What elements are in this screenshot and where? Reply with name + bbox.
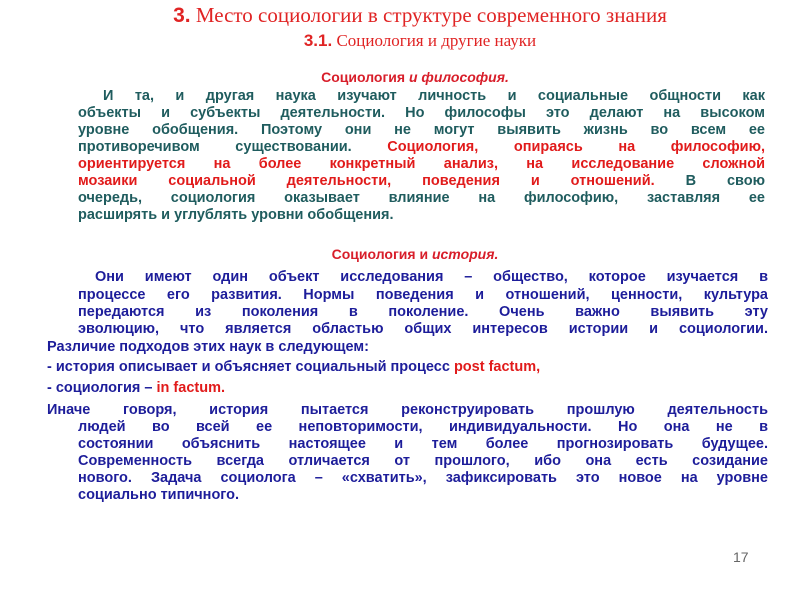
section2-text-line xyxy=(78,287,768,304)
text-segment: мозаики социальной деятельности, поведения и отношений. xyxy=(78,173,686,189)
text-segment: in factum. xyxy=(156,380,225,396)
text-segment: противоречивом существовании. xyxy=(78,139,388,155)
text-segment: состоянии объяснить настоящее и тем более прогнозировать будущее. xyxy=(78,436,768,452)
text-segment: Социология, опираясь на философию, xyxy=(387,139,765,155)
section1-text-line xyxy=(103,88,765,105)
title-text: Место социологии в структуре современного знания xyxy=(195,3,667,27)
section2-text-line xyxy=(47,380,225,397)
text-segment: социально типичного. xyxy=(78,487,240,503)
section-heading-history xyxy=(0,246,800,262)
text-segment: людей во всей ее неповторимости, индивидуальности. Но она не в xyxy=(78,419,768,435)
section2-text-line xyxy=(78,470,768,487)
heading-part: Социология xyxy=(321,69,409,85)
text-segment: ориентируется на более конкретный анализ, на исследование сложной xyxy=(78,156,765,172)
text-segment: post factum, xyxy=(453,359,541,375)
text-segment: эволюцию, что является областью общих интересов истории и социологии. xyxy=(78,321,768,337)
text-segment: уровне обобщения. Поэтому они не могут выявить жизнь во всем ее xyxy=(78,122,765,138)
text-segment: процессе его развития. Нормы поведения и отношений, ценности, культура xyxy=(78,287,768,303)
text-segment: расширять и углублять уровни обобщения. xyxy=(78,207,394,223)
section2-text-line xyxy=(78,453,768,470)
text-segment: Различие подходов этих наук в следующем: xyxy=(47,339,369,355)
slide-title xyxy=(0,3,800,28)
section1-text-line xyxy=(78,156,765,173)
text-segment: И та, и другая наука изучают личность и социальные общности как xyxy=(103,88,765,104)
section2-text-line xyxy=(78,419,768,436)
subtitle-number: 3.1. xyxy=(303,31,333,50)
section-heading-philosophy xyxy=(0,69,800,85)
heading-part-italic: история. xyxy=(431,246,499,262)
section2-text-line xyxy=(78,487,239,504)
title-number: 3. xyxy=(173,4,191,27)
section2-text-line xyxy=(47,359,540,376)
text-segment: Современность всегда отличается от прошлого, ибо она есть созидание xyxy=(78,453,768,469)
section1-text-line xyxy=(78,190,765,207)
subtitle-text: Социология и другие науки xyxy=(336,31,537,50)
text-segment: - история описывает и объясняет социальный процесс xyxy=(47,359,454,375)
section2-text-line xyxy=(78,436,768,453)
section2-text-line xyxy=(78,321,768,338)
section1-text-line xyxy=(78,105,765,122)
text-segment: В свою xyxy=(685,173,765,189)
text-segment: - социология – xyxy=(47,380,157,396)
section1-text-line xyxy=(78,207,394,224)
section2-text-line xyxy=(95,269,768,286)
heading-part-italic: и философия. xyxy=(408,69,509,85)
page-number: 17 xyxy=(733,549,749,565)
text-segment: Они имеют один объект исследования – общество, которое изучается в xyxy=(95,269,768,285)
section1-text-line xyxy=(78,122,765,139)
text-segment: нового. Задача социолога – «схватить», зафиксировать это новое на уровне xyxy=(78,470,768,486)
text-segment: Иначе говоря, история пытается реконструировать прошлую деятельность xyxy=(47,402,768,418)
text-segment: передаются из поколения в поколение. Очень важно выявить эту xyxy=(78,304,768,320)
text-segment: очередь, социология оказывает влияние на философию, заставляя ее xyxy=(78,190,765,206)
section1-text-line xyxy=(78,173,765,190)
section1-text-line xyxy=(78,139,765,156)
section2-text-line xyxy=(47,402,768,419)
section2-text-line xyxy=(47,339,369,356)
text-segment: объекты и субъекты деятельности. Но философы это делают на высоком xyxy=(78,105,765,121)
slide-subtitle xyxy=(0,31,800,51)
heading-part: Социология и xyxy=(331,246,432,262)
section2-text-line xyxy=(78,304,768,321)
